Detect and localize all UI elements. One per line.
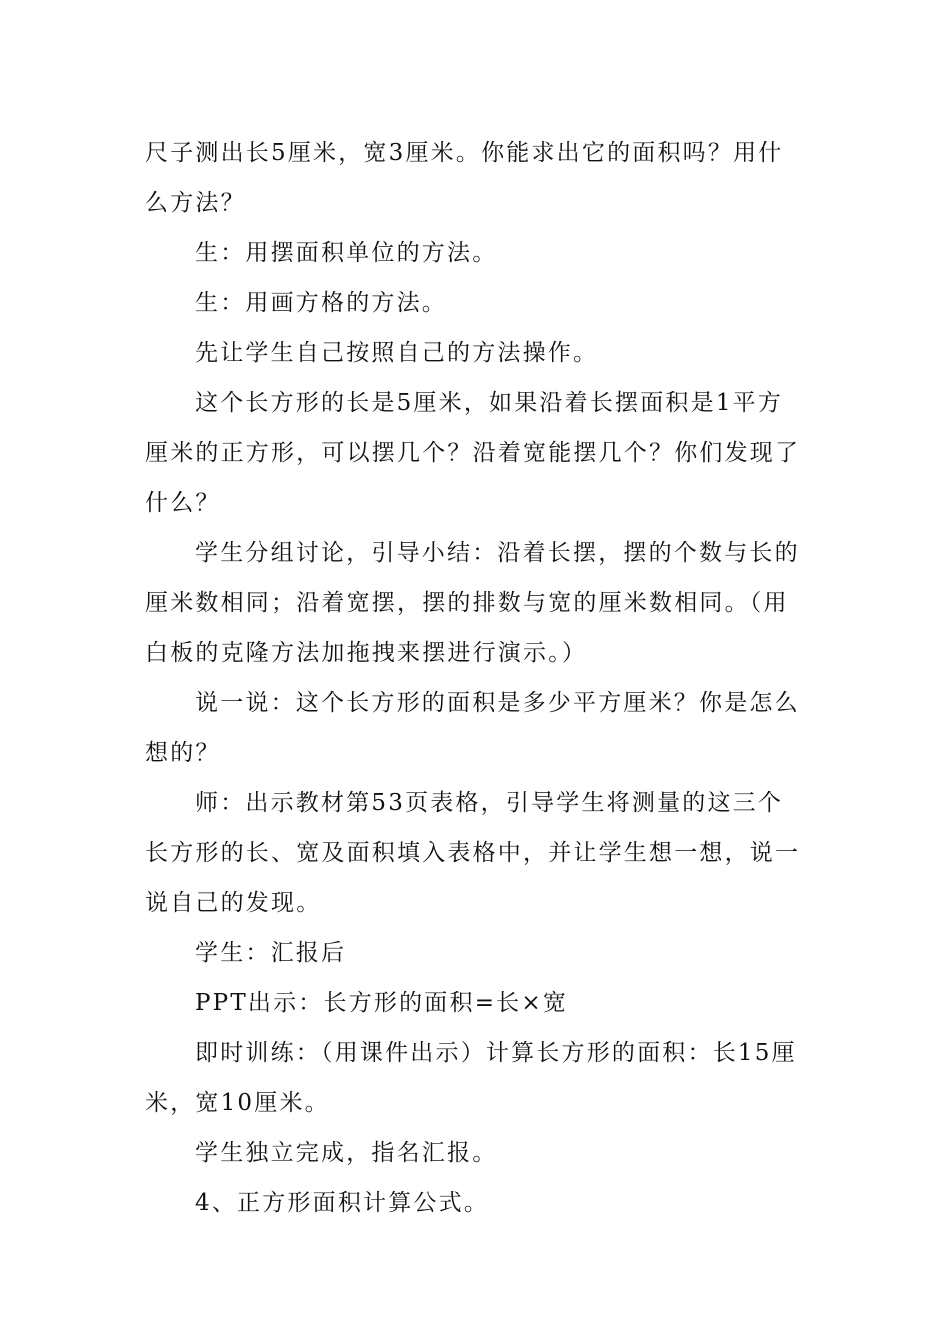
paragraph: 4、正方形面积计算公式。 (195, 1190, 490, 1216)
paragraph: 师：出示教材第53页表格，引导学生将测量的这三个长方形的长、宽及面积填入表格中，并让学生想一想，说一说自己的发现。 (145, 790, 801, 916)
paragraph: 学生：汇报后 (195, 940, 347, 966)
paragraph: 即时训练：（用课件出示）计算长方形的面积：长15厘米，宽10厘米。 (145, 1040, 797, 1116)
paragraph: 这个长方形的长是5厘米，如果沿着长摆面积是1平方厘米的正方形，可以摆几个？沿着宽能摆几个？你们发现了什么？ (145, 390, 801, 516)
paragraph: 生：用摆面积单位的方法。 (195, 240, 498, 266)
paragraph: 说一说：这个长方形的面积是多少平方厘米？你是怎么想的？ (145, 690, 800, 766)
paragraph: PPT出示：长方形的面积=长×宽 (195, 990, 569, 1016)
paragraph: 学生分组讨论，引导小结：沿着长摆，摆的个数与长的厘米数相同；沿着宽摆，摆的排数与宽的厘米数相同。（用白板的克隆方法加拖拽来摆进行演示。） (145, 540, 800, 666)
paragraph: 学生独立完成，指名汇报。 (195, 1140, 498, 1166)
paragraph: 先让学生自己按照自己的方法操作。 (195, 340, 599, 366)
paragraph: 尺子测出长5厘米，宽3厘米。你能求出它的面积吗？用什么方法？ (145, 140, 784, 216)
paragraph: 生：用画方格的方法。 (195, 290, 447, 316)
document-body (145, 128, 807, 1228)
